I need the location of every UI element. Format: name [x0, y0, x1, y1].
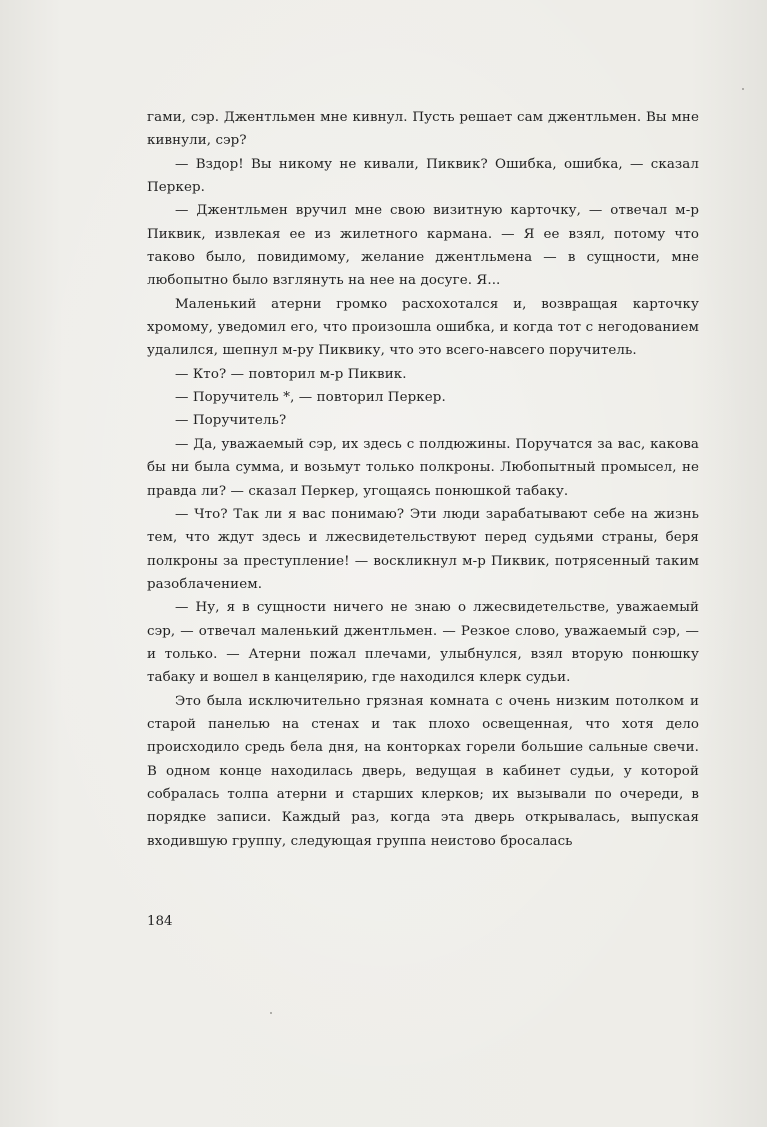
paragraph: — Вздор! Вы никому не кивали, Пиквик? Ошибка, ошибка, — сказал Перкер. — [147, 156, 699, 196]
paragraph: — Что? Так ли я вас понимаю? Эти люди зарабатывают себе на жизнь тем, что ждут здесь и лжесвидетельствуют перед судьями страны, беря полкроны за преступление! — воскликнул м-р Пиквик, потрясенный таким разоблачением. — [147, 506, 699, 592]
paragraph: — Кто? — повторил м-р Пиквик. — [175, 366, 407, 382]
paragraph: — Поручитель? — [175, 413, 287, 429]
paragraph: — Ну, я в сущности ничего не знаю о лжесвидетельстве, уважаемый сэр, — отвечал маленький джентльмен. — Резкое слово, уважаемый сэр, — и только. — Атерни пожал плечами, улыбнулся, взял вторую понюшку табаку и вошел в канцелярию, где находился клерк судьи. — [147, 600, 699, 686]
paragraph: Это была исключительно грязная комната с очень низким потолком и старой панелью на стенах и так плохо освещенная, что хотя дело происходило средь бела дня, на конторках горели большие сальные свечи. В одном конце находилась дверь, ведущая в кабинет судьи, у которой собралась толпа атерни и старших клерков; их вызывали по очереди, в порядке записи. Каждый раз, когда эта дверь открывалась, выпуская входившую группу, следующая группа неистово бросалась — [147, 693, 699, 849]
page-number: 184 — [147, 914, 173, 929]
paragraph: — Джентльмен вручил мне свою визитную карточку, — отвечал м-р Пиквик, извлекая ее из жилетного кармана. — Я ее взял, потому что таково было, повидимому, желание джентльмена — в сущности, мне любопытно было взглянуть на нее на досуге. Я... — [147, 203, 699, 289]
paragraph: Маленький атерни громко расхохотался и, возвращая карточку хромому, уведомил его, что произошла ошибка, и когда тот с негодованием удалился, шепнул м-ру Пиквику, что это всего-навсего поручитель. — [147, 296, 699, 359]
paper-speck — [270, 1012, 272, 1014]
body-text — [147, 106, 699, 853]
paragraph: — Да, уважаемый сэр, их здесь с полдюжины. Поручатся за вас, какова бы ни была сумма, и возьмут только полкроны. Любопытный промысел, не правда ли? — сказал Перкер, угощаясь понюшкой табаку. — [147, 436, 699, 499]
paragraph: гами, сэр. Джентльмен мне кивнул. Пусть решает сам джентльмен. Вы мне кивнули, сэр? — [147, 110, 699, 149]
paragraph: — Поручитель *, — повторил Перкер. — [175, 390, 446, 406]
paper-speck — [742, 88, 744, 90]
